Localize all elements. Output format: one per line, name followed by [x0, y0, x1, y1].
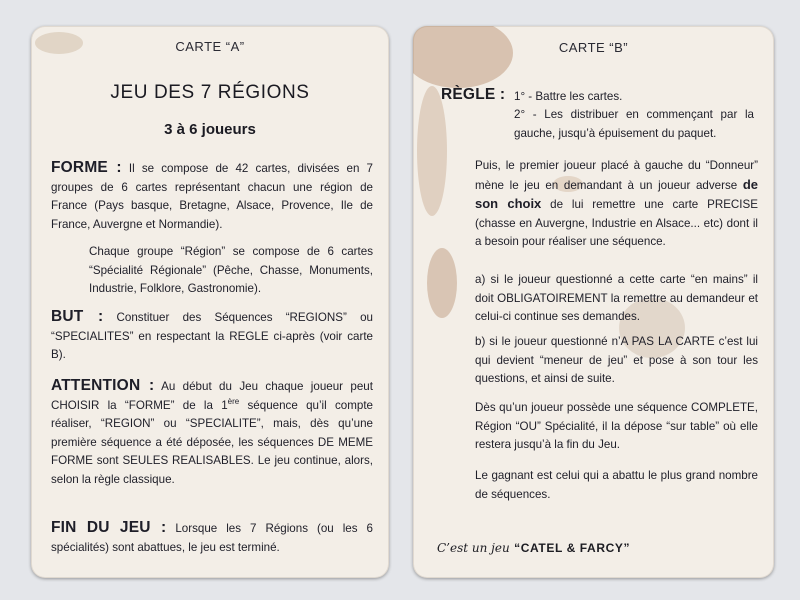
rule-paragraph-1: [475, 157, 758, 252]
publisher-brand: “CATEL & FARCY”: [514, 541, 631, 555]
card-a-label: CARTE “A”: [175, 39, 245, 54]
attention-text-2: séquence qu’il compte réaliser, “REGION” ou “SPECIALITE”, mais, dès qu’une première séquence a été déposée, les séquences DE MEME FORME sont SEULES REALISABLES. Le jeu continue, alors, selon la règle classique.: [51, 398, 373, 486]
para1-text-a: Puis, le premier joueur placé à gauche du “Donneur” mène le jeu en demandant à un joueur adverse: [475, 159, 758, 192]
superscript-ere: ère: [227, 396, 240, 406]
wear-stain: [417, 86, 447, 216]
attention-term: ATTENTION :: [51, 377, 155, 394]
rule-case-a: a) si le joueur questionné a cette carte “en mains” il doit OBLIGATOIREMENT la remettre au demandeur et celui-ci continue ses demandes.: [475, 273, 758, 323]
rule-case-b: b) si le joueur questionné n’A PAS LA CARTE c’est lui qui devient “meneur de jeu” et pose à son tour les questions, et ainsi de suite.: [475, 335, 758, 385]
rule-winner: Le gagnant est celui qui a abattu le plus grand nombre de séquences.: [475, 469, 758, 501]
card-a: [31, 26, 389, 578]
but-term: BUT :: [51, 308, 104, 325]
footer-script: C’est un jeu: [437, 541, 510, 555]
regle-term: RÈGLE :: [441, 86, 506, 103]
rule-step-2: 2° - Les distribuer en commençant par la gauche, jusqu’à épuisement du paquet.: [514, 108, 754, 140]
card-b: [413, 26, 774, 578]
forme-text: Il se compose de 42 cartes, divisées en 7 groupes de 6 cartes représentant chacun une région de France (Pays basque, Bretagne, Alsace, Provence, Ile de France, Auvergne et Normandie).: [51, 162, 373, 231]
forme-section: [51, 159, 373, 234]
rule-complete-sequence: Dès qu’un joueur possède une séquence COMPLETE, Région “OU” Spécialité, il la dépose “sur table” où elle restera jusqu’à la fin du Jeu.: [475, 401, 758, 451]
forme-term: FORME :: [51, 159, 122, 176]
forme-text-2: Chaque groupe “Région” se compose de 6 cartes “Spécialité Régionale” (Pêche, Chasse, Monuments, Industrie, Folklore, Gastronomie).: [89, 245, 373, 295]
para1-bold: de son choix: [475, 176, 758, 211]
player-count: 3 à 6 joueurs: [164, 121, 256, 138]
fin-term: FIN DU JEU :: [51, 519, 167, 536]
attention-section: [51, 377, 373, 489]
publisher-footer: [437, 539, 630, 557]
para1-text-b: de lui remettre une carte PRECISE (chasse en Auvergne, Industrie en Alsace... etc) dont il a besoin pour réaliser une séquence.: [475, 198, 758, 248]
game-title: JEU DES 7 RÉGIONS: [110, 82, 310, 103]
wear-stain: [427, 248, 457, 318]
rule-step-1: 1° - Battre les cartes.: [514, 90, 623, 103]
fin-text: Lorsque les 7 Régions (ou les 6 spécialités) sont abattues, le jeu est terminé.: [51, 522, 373, 554]
card-b-label: CARTE “B”: [558, 40, 629, 55]
but-section: [51, 308, 373, 365]
wear-stain: [413, 26, 513, 88]
but-text: Constituer des Séquences “REGIONS” ou “SPECIALITES” en respectant la REGLE ci-après (voir carte B).: [51, 311, 373, 361]
attention-text-1: Au début du Jeu chaque joueur peut CHOISIR la “FORME” de la 1: [51, 380, 373, 412]
fin-section: [51, 519, 373, 557]
